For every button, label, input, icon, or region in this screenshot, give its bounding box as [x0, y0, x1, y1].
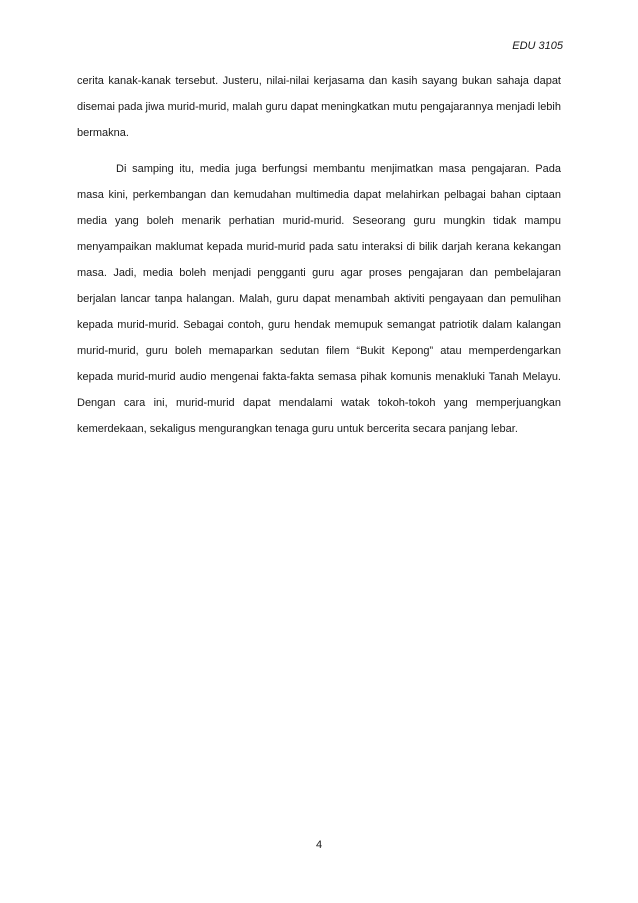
- document-body: [77, 68, 561, 442]
- page-header-course-code: EDU 3105: [512, 40, 563, 52]
- page-number: 4: [315, 839, 323, 851]
- paragraph-continued: cerita kanak-kanak tersebut. Justeru, nilai-nilai kerjasama dan kasih sayang bukan sahaja dapat disemai pada jiwa murid-murid, malah guru dapat meningkatkan mutu pengajarannya menjadi lebih bermakna.: [77, 75, 561, 139]
- paragraph-media-time-saving: Di samping itu, media juga berfungsi membantu menjimatkan masa pengajaran. Pada masa kini, perkembangan dan kemudahan multimedia dapat melahirkan pelbagai bahan ciptaan media yang boleh menarik perhatian murid-murid. Seseorang guru mungkin tidak mampu menyampaikan maklumat kepada murid-murid pada satu interaksi di bilik darjah kerana kekangan masa. Jadi, media boleh menjadi pengganti guru agar proses pengajaran dan pembelajaran berjalan lancar tanpa halangan. Malah, guru dapat menambah aktiviti pengayaan dan pemulihan kepada murid-murid. Sebagai contoh, guru hendak memupuk semangat patriotik dalam kalangan murid-murid, guru boleh memaparkan sedutan filem “Bukit Kepong” atau memperdengarkan kepada murid-murid audio mengenai fakta-fakta semasa pihak komunis menakluki Tanah Melayu. Dengan cara ini, murid-murid dapat mendalami watak tokoh-tokoh yang memperjuangkan kemerdekaan, sekaligus mengurangkan tenaga guru untuk bercerita secara panjang lebar.: [77, 163, 561, 435]
